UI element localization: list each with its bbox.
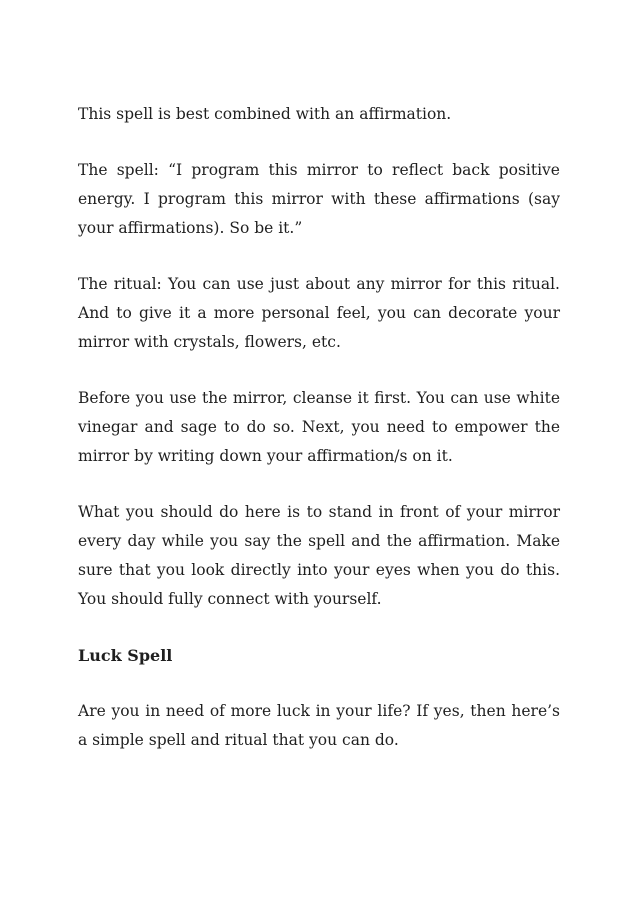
paragraph-ritual: The ritual: You can use just about any mirror for this ritual. And to give it a more personal feel, you can decorate your mirror with crystals, flowers, etc.	[78, 275, 560, 351]
paragraph-cleanse: Before you use the mirror, cleanse it first. You can use white vinegar and sage to do so. Next, you need to empower the mirror by writing down your affirmation/s on it.	[78, 389, 560, 465]
paragraph-practice: What you should do here is to stand in front of your mirror every day while you say the spell and the affirmation. Make sure that you look directly into your eyes when you do this. You should fully connect with yourself.	[78, 503, 560, 608]
paragraph-affirmation-intro: This spell is best combined with an affirmation.	[78, 105, 452, 123]
document-page	[78, 100, 560, 782]
paragraph-spell: The spell: “I program this mirror to reflect back positive energy. I program this mirror with these affirmations (say your affirmations). So be it.”	[78, 161, 560, 237]
paragraph-luck-intro: Are you in need of more luck in your life? If yes, then here’s a simple spell and ritual that you can do.	[78, 702, 560, 749]
section-heading-luck-spell: Luck Spell	[78, 646, 173, 665]
